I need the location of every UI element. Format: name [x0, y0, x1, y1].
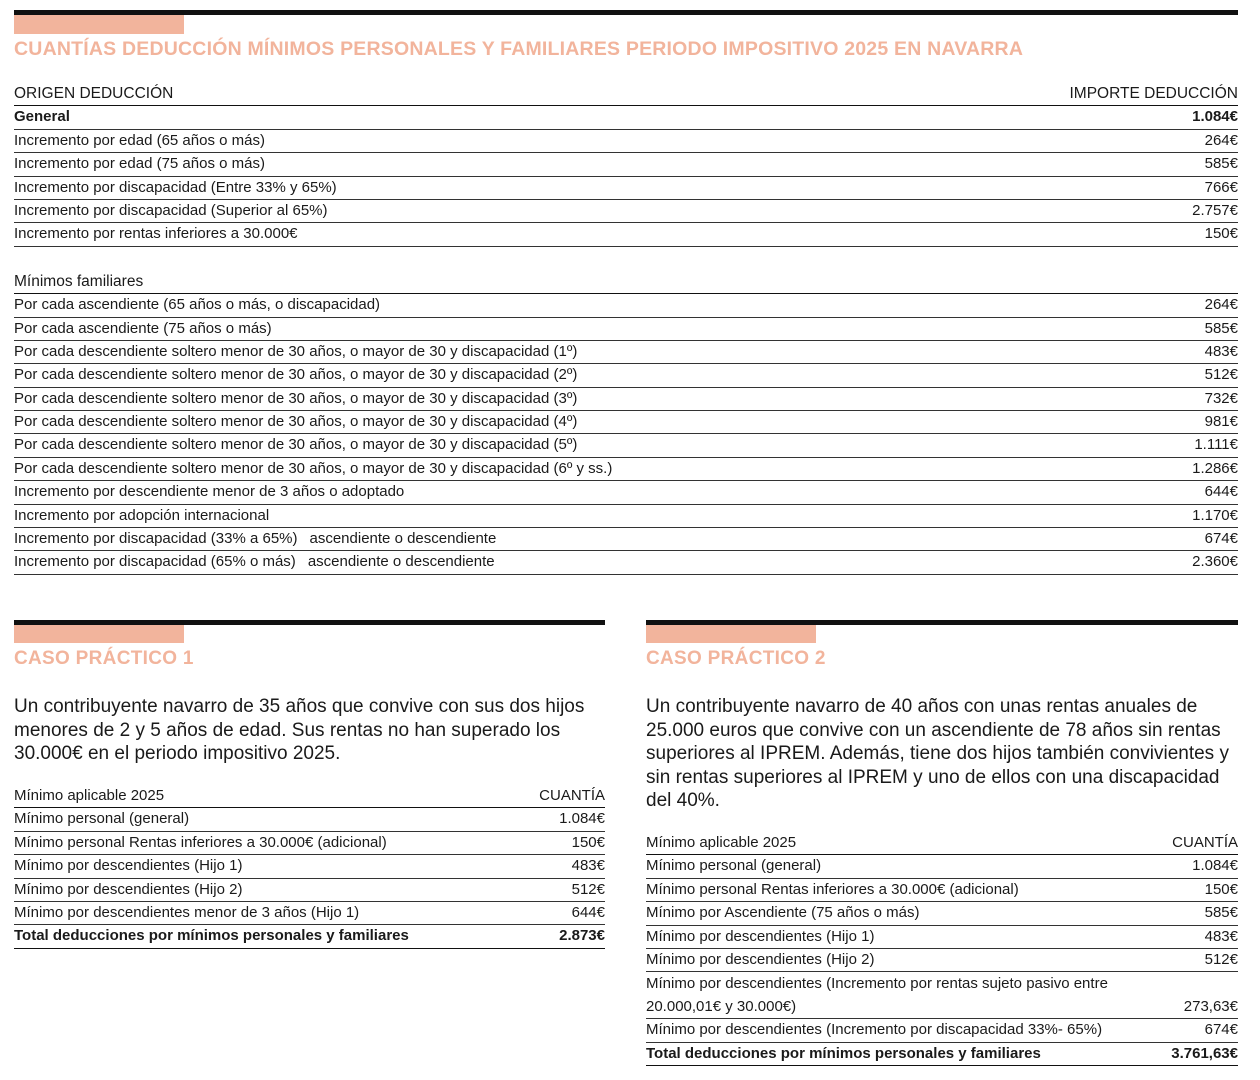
- row-label-group: [14, 551, 495, 573]
- group-general-row: [14, 106, 1238, 129]
- table-row: [14, 458, 1238, 481]
- table-row: [646, 926, 1238, 949]
- row-label: Por cada descendiente soltero menor de 30 años, o mayor de 30 y discapacidad (2º): [14, 366, 578, 384]
- case1-title: CASO PRÁCTICO 1: [14, 648, 194, 669]
- row-label: Por cada ascendiente (65 años o más, o discapacidad): [14, 296, 381, 314]
- row-value: 585€: [1204, 319, 1238, 337]
- row-label: Mínimo personal (general): [646, 857, 822, 875]
- table-row: [14, 153, 1238, 176]
- case2-accent-tab: [646, 625, 816, 643]
- row-label: Mínimo por descendientes menor de 3 años (Hijo 1): [14, 903, 360, 921]
- row-value: 150€: [1204, 225, 1238, 243]
- table-row: [646, 902, 1238, 925]
- section-label: Mínimos familiares: [14, 272, 144, 290]
- table-row: [14, 879, 605, 902]
- row-value: 644€: [571, 903, 605, 921]
- row-value: 512€: [1204, 950, 1238, 968]
- row-label: Incremento por discapacidad (Superior al 65%): [14, 201, 328, 219]
- row-value: 1.286€: [1192, 459, 1238, 477]
- row-value: 1.111€: [1194, 436, 1238, 454]
- row-label-extra: ascendiente o descendiente: [309, 530, 497, 548]
- row-value: 585€: [1204, 904, 1238, 922]
- table-row: [14, 130, 1238, 153]
- table-row: [14, 341, 1238, 364]
- row-label: Incremento por adopción internacional: [14, 506, 270, 524]
- row-value: 1.084€: [559, 810, 605, 828]
- page-title: CUANTÍAS DEDUCCIÓN MÍNIMOS PERSONALES Y FAMILIARES PERIODO IMPOSITIVO 2025 EN NAVARRA: [14, 38, 1024, 60]
- table-row: [14, 223, 1238, 246]
- header-amount: CUANTÍA: [1172, 833, 1238, 851]
- row-label-group: [14, 528, 496, 550]
- case2-description: Un contribuyente navarro de 40 años con unas rentas anuales de 25.000 euros que convive con un ascendiente de 78 años sin rentas superiores al IPREM. Además, tiene dos hijos también convivientes y sin rentas superiores al IPREM y uno de ellos con una discapacidad del 40%.: [646, 696, 1229, 811]
- table-row: [646, 855, 1238, 878]
- row-label: Incremento por descendiente menor de 3 años o adoptado: [14, 483, 405, 501]
- section-familiares-header: [14, 271, 1238, 294]
- row-label: Incremento por edad (65 años o más): [14, 131, 265, 149]
- section-gap: [14, 247, 1238, 271]
- row-value: 273,63€: [1183, 997, 1238, 1015]
- row-label: Mínimo por descendientes (Incremento por discapacidad 33%- 65%): [646, 1021, 1103, 1039]
- row-label: Mínimo por Ascendiente (75 años o más): [646, 904, 920, 922]
- table-header: [14, 83, 1238, 106]
- main-deduction-table: [14, 83, 1238, 575]
- row-value: 1.170€: [1192, 506, 1238, 524]
- case1-description: Un contribuyente navarro de 35 años que convive con sus dos hijos menores de 2 y 5 años de edad. Sus rentas no han superado los 30.000€ en el periodo impositivo 2025.: [14, 696, 585, 764]
- row-label: Incremento por discapacidad (65% o más): [14, 553, 296, 571]
- row-value: 483€: [1204, 342, 1238, 360]
- row-label: Mínimo por descendientes (Incremento por rentas sujeto pasivo entre 20.000,01€ y 30.000€): [646, 975, 1108, 1016]
- table-row: [646, 1019, 1238, 1042]
- case1-accent-tab: [14, 625, 184, 643]
- top-rule: [14, 10, 1238, 15]
- row-label: Por cada descendiente soltero menor de 30 años, o mayor de 30 y discapacidad (4º): [14, 413, 578, 431]
- table-row: [14, 294, 1238, 317]
- header-origin: ORIGEN DEDUCCIÓN: [14, 84, 174, 102]
- total-label: Total deducciones por mínimos personales y familiares: [646, 1044, 1041, 1062]
- row-value: 1.084€: [1192, 857, 1238, 875]
- table-row: [14, 434, 1238, 457]
- row-value: 644€: [1204, 483, 1238, 501]
- row-value: 981€: [1204, 413, 1238, 431]
- table-row: [646, 879, 1238, 902]
- row-value: 264€: [1204, 131, 1238, 149]
- row-value: 483€: [1204, 927, 1238, 945]
- row-label: Incremento por discapacidad (Entre 33% y 65%): [14, 178, 337, 196]
- table-row: [14, 528, 1238, 551]
- row-value: 674€: [1204, 1021, 1238, 1039]
- row-value: 150€: [1204, 880, 1238, 898]
- header-label: Mínimo aplicable 2025: [646, 833, 797, 851]
- header-amount: IMPORTE DEDUCCIÓN: [1069, 84, 1238, 102]
- total-value: 2.873€: [559, 927, 605, 945]
- table-row: [14, 855, 605, 878]
- row-label: Por cada descendiente soltero menor de 30 años, o mayor de 30 y discapacidad (1º): [14, 342, 578, 360]
- table-header: [646, 832, 1238, 855]
- row-label: Mínimo por descendientes (Hijo 1): [14, 857, 243, 875]
- group-value: 1.084€: [1192, 108, 1238, 126]
- table-row: [14, 481, 1238, 504]
- row-value: 766€: [1204, 178, 1238, 196]
- case1-table: [14, 785, 605, 949]
- row-value: 2.757€: [1192, 201, 1238, 219]
- row-label: Mínimo personal Rentas inferiores a 30.000€ (adicional): [14, 833, 387, 851]
- case2-title: CASO PRÁCTICO 2: [646, 648, 826, 669]
- row-label: Mínimo por descendientes (Hijo 2): [646, 950, 875, 968]
- table-row: [14, 902, 605, 925]
- row-value: 264€: [1204, 296, 1238, 314]
- group-label: General: [14, 108, 70, 126]
- case2-table: [646, 832, 1238, 1066]
- header-amount: CUANTÍA: [539, 786, 605, 804]
- row-value: 674€: [1204, 530, 1238, 548]
- table-row: [14, 808, 605, 831]
- header-label: Mínimo aplicable 2025: [14, 786, 165, 804]
- table-row: [14, 551, 1238, 574]
- table-row: [14, 388, 1238, 411]
- table-row: [14, 505, 1238, 528]
- table-row: [14, 200, 1238, 223]
- row-label: Mínimo por descendientes (Hijo 1): [646, 927, 875, 945]
- row-label: Mínimo personal Rentas inferiores a 30.000€ (adicional): [646, 880, 1019, 898]
- table-row: [14, 364, 1238, 387]
- accent-tab: [14, 15, 184, 34]
- table-row: [14, 411, 1238, 434]
- table-row: [14, 832, 605, 855]
- row-label: Incremento por rentas inferiores a 30.000€: [14, 225, 298, 243]
- table-row: [14, 177, 1238, 200]
- total-label: Total deducciones por mínimos personales y familiares: [14, 927, 409, 945]
- row-value: 483€: [571, 857, 605, 875]
- row-label-extra: ascendiente o descendiente: [307, 553, 495, 571]
- total-row: [646, 1043, 1238, 1066]
- row-value: 512€: [1204, 366, 1238, 384]
- row-label: Por cada descendiente soltero menor de 30 años, o mayor de 30 y discapacidad (5º): [14, 436, 578, 454]
- row-label: Por cada descendiente soltero menor de 30 años, o mayor de 30 y discapacidad (6º y ss.): [14, 459, 613, 477]
- table-row: [646, 949, 1238, 972]
- row-value: 732€: [1204, 389, 1238, 407]
- row-label: Mínimo por descendientes (Hijo 2): [14, 880, 243, 898]
- row-label: Mínimo personal (general): [14, 810, 190, 828]
- table-header: [14, 785, 605, 808]
- row-value: 512€: [571, 880, 605, 898]
- row-label: Por cada descendiente soltero menor de 30 años, o mayor de 30 y discapacidad (3º): [14, 389, 578, 407]
- row-value: 150€: [571, 833, 605, 851]
- table-row: [646, 972, 1238, 1019]
- table-row: [14, 318, 1238, 341]
- row-label: Por cada ascendiente (75 años o más): [14, 319, 272, 337]
- row-label: Incremento por discapacidad (33% a 65%): [14, 530, 298, 548]
- total-value: 3.761,63€: [1171, 1044, 1238, 1062]
- row-value: 2.360€: [1192, 553, 1238, 571]
- row-value: 585€: [1204, 155, 1238, 173]
- total-row: [14, 925, 605, 948]
- row-label: Incremento por edad (75 años o más): [14, 155, 265, 173]
